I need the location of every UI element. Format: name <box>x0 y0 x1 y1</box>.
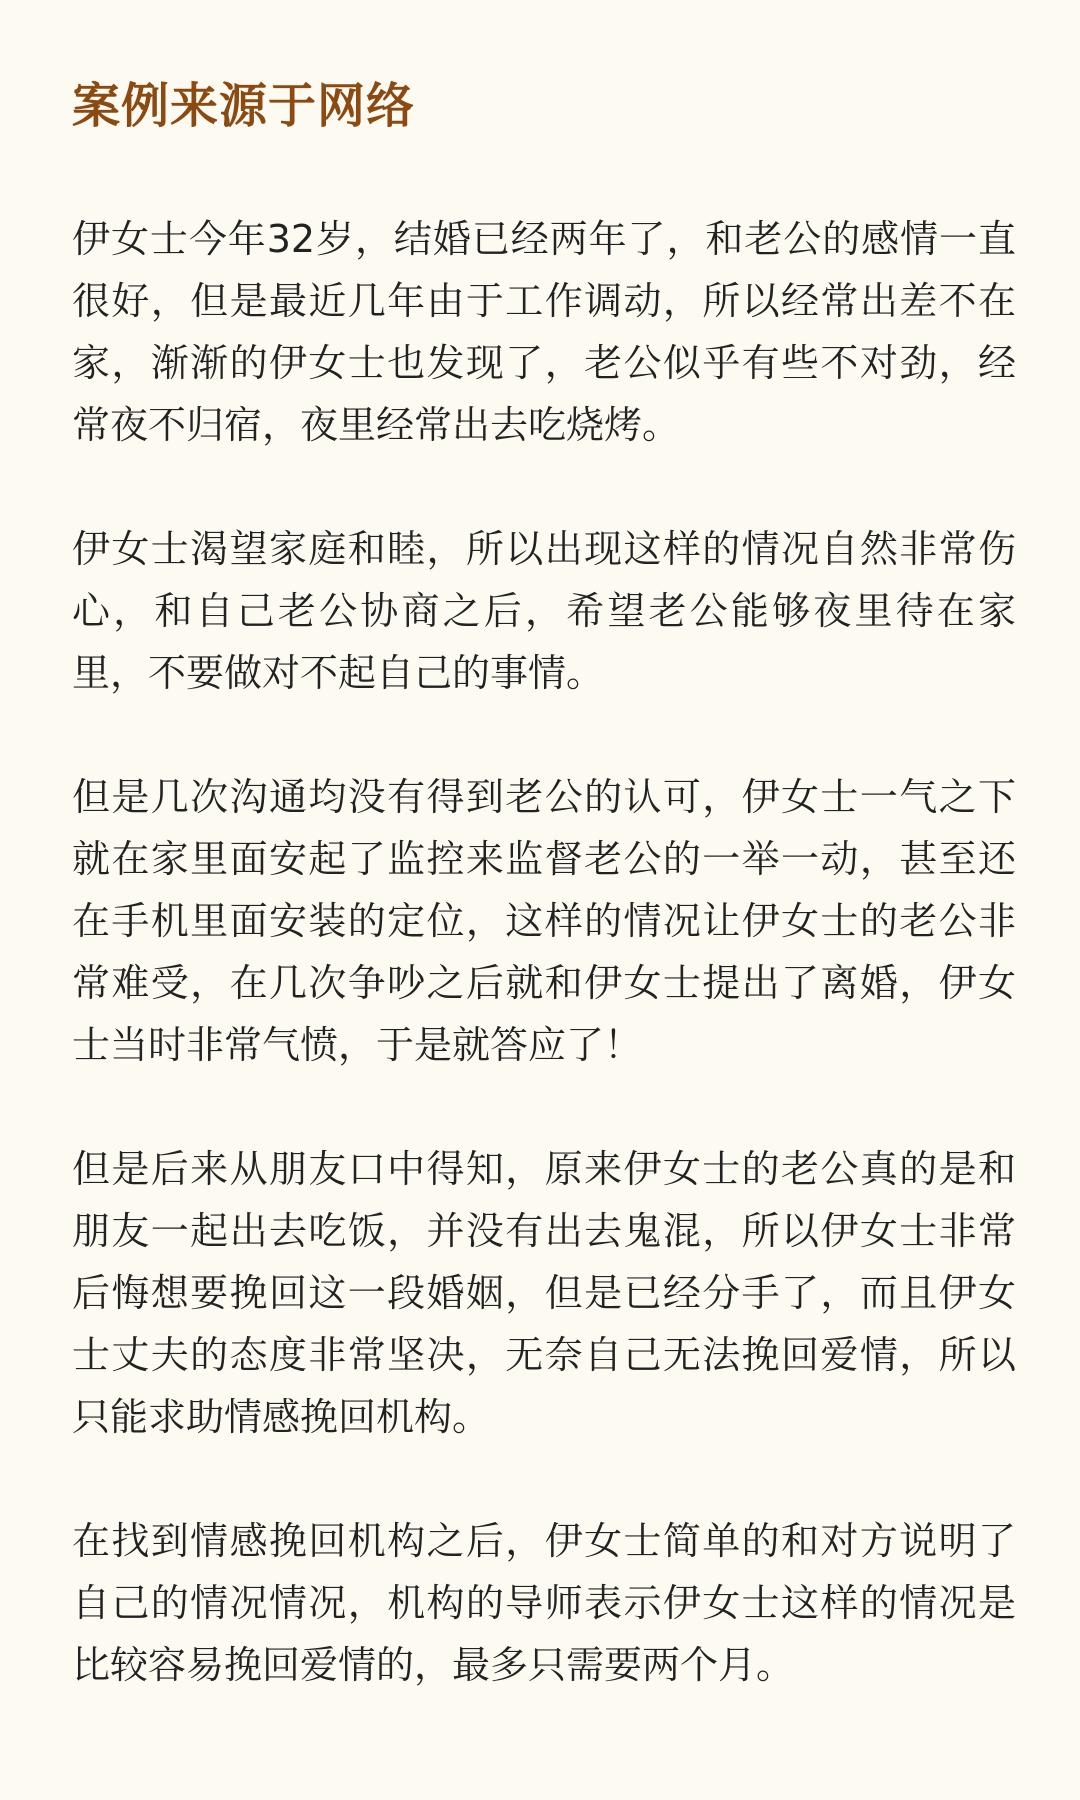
paragraph-5: 在找到情感挽回机构之后，伊女士简单的和对方说明了自己的情况情况，机构的导师表示伊女士这样的情况是比较容易挽回爱情的，最多只需要两个月。 <box>72 1519 1016 1687</box>
paragraph-2: 伊女士渴望家庭和睦，所以出现这样的情况自然非常伤心，和自己老公协商之后，希望老公能够夜里待在家里，不要做对不起自己的事情。 <box>72 527 1016 695</box>
article-title: 案例来源于网络 <box>72 78 416 134</box>
paragraph-4: 但是后来从朋友口中得知，原来伊女士的老公真的是和朋友一起出去吃饭，并没有出去鬼混，所以伊女士非常后悔想要挽回这一段婚姻，但是已经分手了，而且伊女士丈夫的态度非常坚决，无奈自己无法挽回爱情，所以只能求助情感挽回机构。 <box>72 1147 1016 1439</box>
paragraph-3: 但是几次沟通均没有得到老公的认可，伊女士一气之下就在家里面安起了监控来监督老公的一举一动，甚至还在手机里面安装的定位，这样的情况让伊女士的老公非常难受，在几次争吵之后就和伊女士提出了离婚，伊女士当时非常气愤，于是就答应了！ <box>72 775 1016 1067</box>
paragraph-1: 伊女士今年32岁，结婚已经两年了，和老公的感情一直很好，但是最近几年由于工作调动，所以经常出差不在家，渐渐的伊女士也发现了，老公似乎有些不对劲，经常夜不归宿，夜里经常出去吃烧烤。 <box>72 217 1016 447</box>
article-body <box>72 208 1016 1696</box>
